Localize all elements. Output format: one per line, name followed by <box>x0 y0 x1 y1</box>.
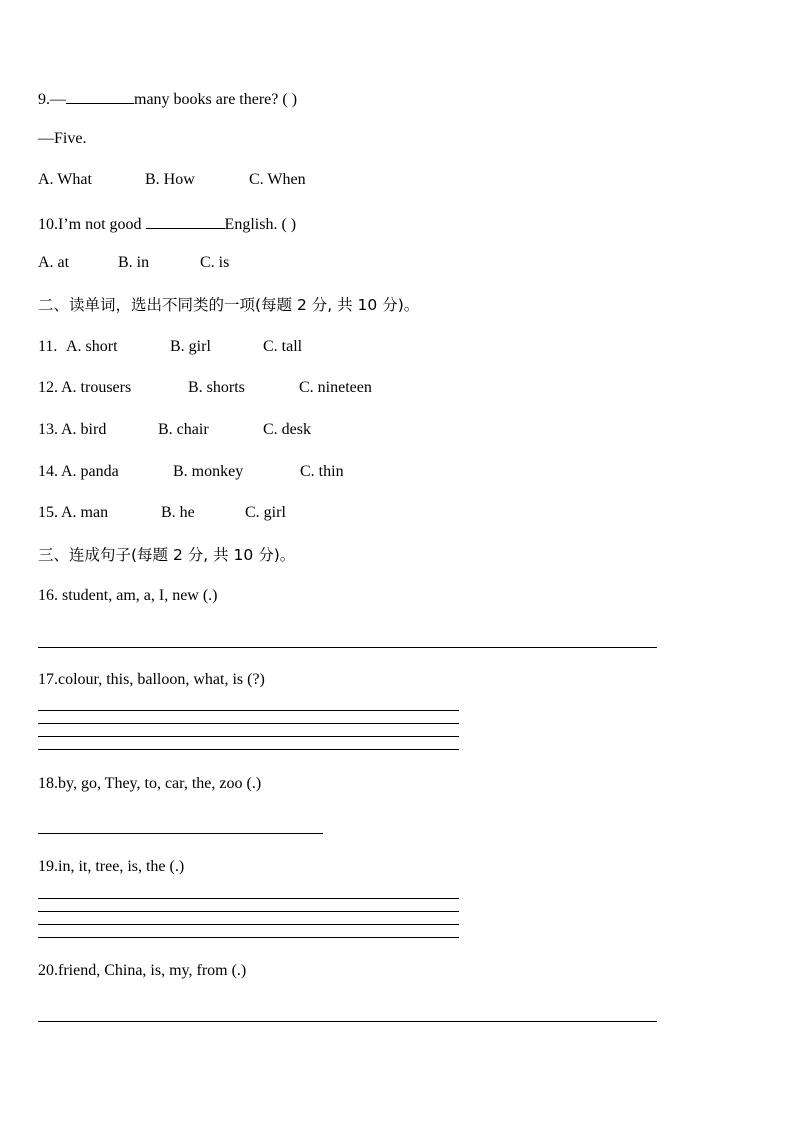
question-10 <box>38 212 296 235</box>
option-c[interactable]: C. thin <box>300 463 344 480</box>
option-b[interactable]: B. in <box>118 254 150 271</box>
option-c[interactable]: C. tall <box>263 338 303 355</box>
option-a[interactable]: A. short <box>66 338 118 355</box>
option-c[interactable]: C. is <box>200 254 230 271</box>
option-b[interactable]: B. chair <box>158 421 209 438</box>
option-a[interactable]: A. bird <box>61 421 107 438</box>
question-number: 11. <box>38 338 58 355</box>
option-b[interactable]: B. he <box>161 504 195 521</box>
question-9-answer: —Five. <box>38 130 87 147</box>
question-20: 20.friend, China, is, my, from (.) <box>38 962 247 979</box>
question-9-text: many books are there? ( ) <box>134 91 298 108</box>
answer-line[interactable] <box>38 1021 657 1022</box>
answer-line[interactable] <box>38 833 323 834</box>
option-b[interactable]: B. monkey <box>173 463 244 480</box>
question-number: 13. <box>38 421 58 438</box>
question-9-prefix: 9.— <box>38 91 66 108</box>
answer-line[interactable] <box>38 924 459 925</box>
answer-line[interactable] <box>38 898 459 899</box>
answer-line[interactable] <box>38 723 459 724</box>
section-3-title: 三、连成句子(每题 2 分, 共 10 分)。 <box>38 546 296 564</box>
question-number: 12. <box>38 379 58 396</box>
option-b[interactable]: B. girl <box>170 338 211 355</box>
option-a[interactable]: A. What <box>38 171 92 188</box>
answer-line[interactable] <box>38 749 459 750</box>
question-18: 18.by, go, They, to, car, the, zoo (.) <box>38 775 262 792</box>
question-number: 15. <box>38 504 58 521</box>
question-9 <box>38 87 297 110</box>
answer-line[interactable] <box>38 710 459 711</box>
option-a[interactable]: A. at <box>38 254 70 271</box>
answer-line[interactable] <box>38 736 459 737</box>
option-a[interactable]: A. trousers <box>61 379 132 396</box>
option-a[interactable]: A. man <box>61 504 109 521</box>
answer-blank[interactable] <box>66 87 134 104</box>
section-2-title: 二、读单词，选出不同类的一项(每题 2 分, 共 10 分)。 <box>38 296 420 314</box>
option-c[interactable]: C. When <box>249 171 306 188</box>
option-a[interactable]: A. panda <box>61 463 119 480</box>
answer-blank[interactable] <box>146 212 225 229</box>
option-b[interactable]: B. How <box>145 171 195 188</box>
question-number: 14. <box>38 463 58 480</box>
question-19: 19.in, it, tree, is, the (.) <box>38 858 185 875</box>
option-b[interactable]: B. shorts <box>188 379 245 396</box>
answer-line[interactable] <box>38 647 657 648</box>
option-c[interactable]: C. girl <box>245 504 286 521</box>
question-16: 16. student, am, a, I, new (.) <box>38 587 218 604</box>
option-c[interactable]: C. nineteen <box>299 379 372 396</box>
answer-line[interactable] <box>38 937 459 938</box>
question-10-prefix: 10.I’m not good <box>38 216 146 233</box>
question-10-text: English. ( ) <box>224 216 297 233</box>
answer-line[interactable] <box>38 911 459 912</box>
option-c[interactable]: C. desk <box>263 421 311 438</box>
question-17: 17.colour, this, balloon, what, is (?) <box>38 671 265 688</box>
